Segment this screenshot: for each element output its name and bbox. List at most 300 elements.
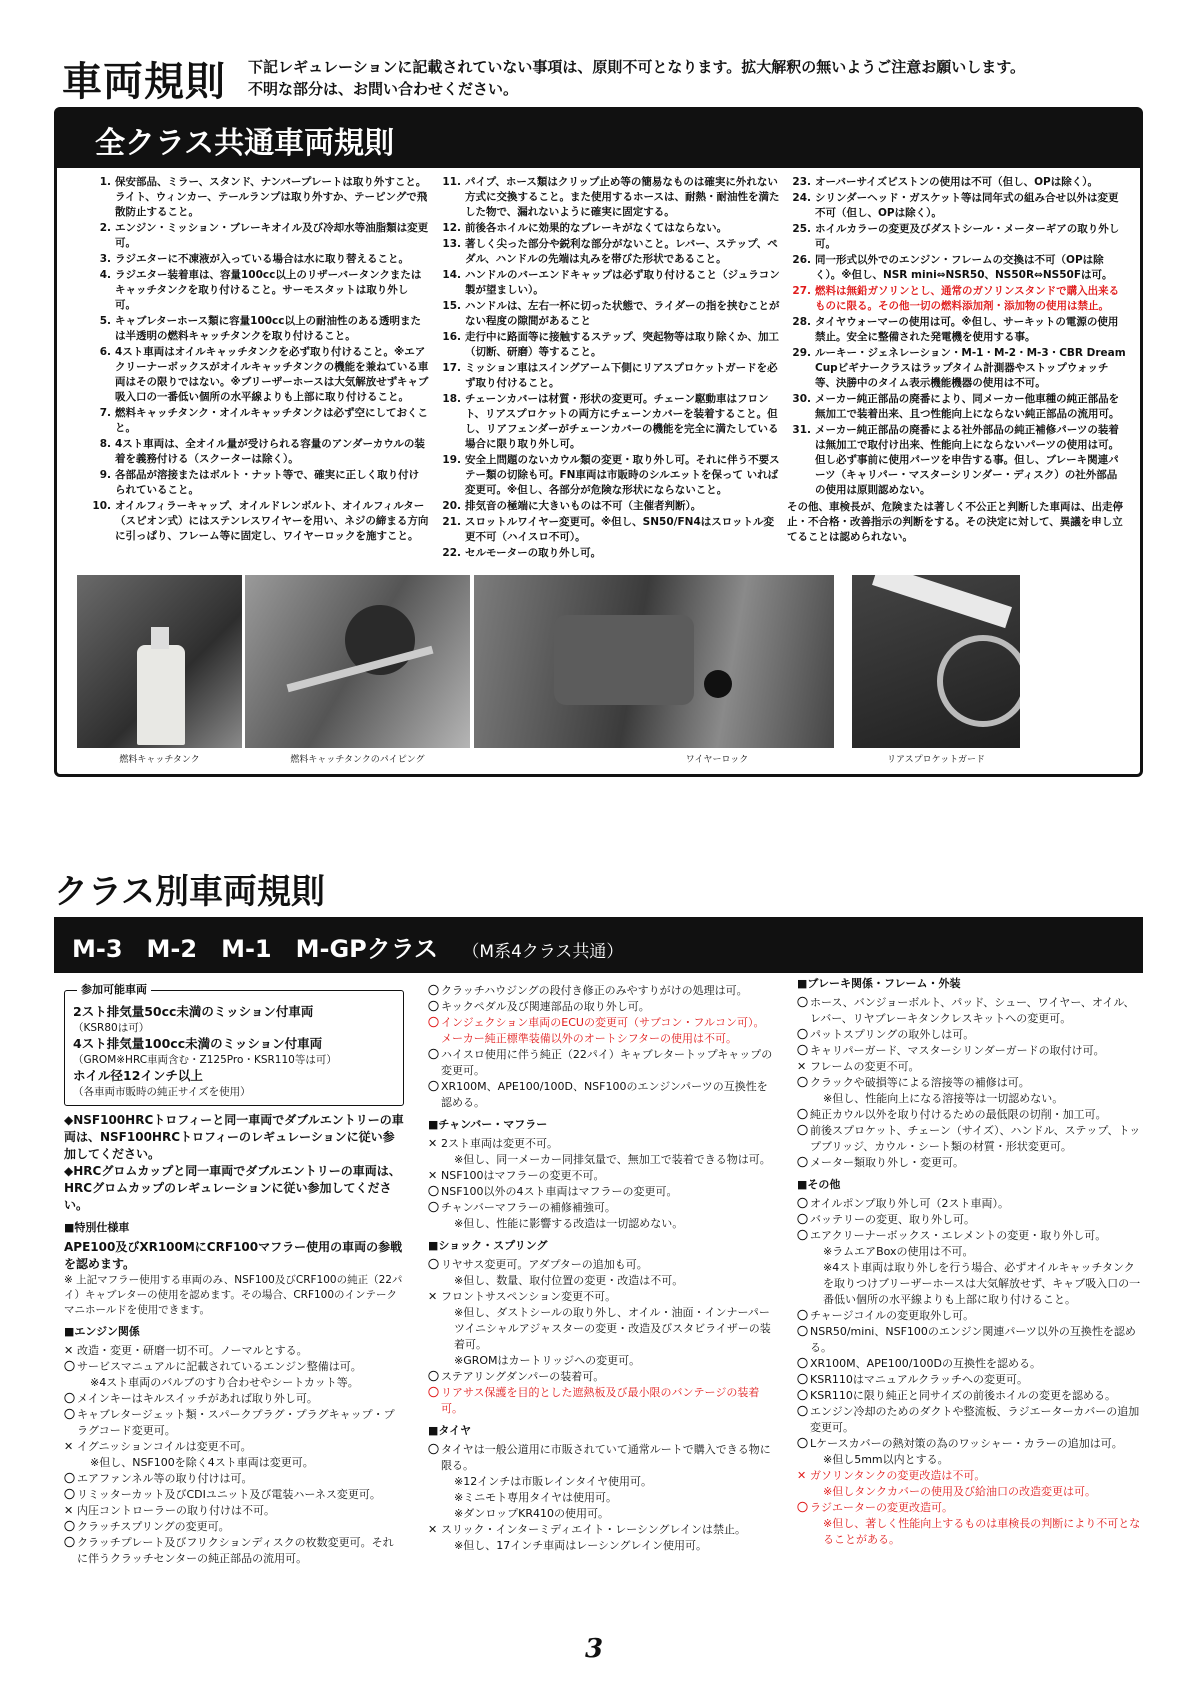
rule-item: [87, 252, 429, 267]
rule-item: [437, 392, 782, 452]
indent: [77, 1375, 90, 1391]
circle-mark-icon: 〇: [797, 1156, 808, 1169]
rule-text: メーカー純正部品の廃番による社外部品の純正補修パーツの装着は無加工で取付け出来、性能向上にならないパーツの使用は可。但し必ず事前に使用パーツを申告する事。但し、ブレーキ関連パーツ（キャリパー・マスターシリンダー・ディスク）の社外部品の使用は原則認めない。: [815, 424, 1120, 496]
eligible-vehicles-box: [64, 983, 404, 1106]
indent: [441, 1152, 454, 1168]
rule-text: 同一形式以外でのエンジン・フレームの交換は不可（OPは除く）。※但し、NSR mini⇔NSR50、NS50R⇔NS50Fは可。: [815, 254, 1113, 281]
circle-mark-icon: 〇: [64, 1360, 75, 1373]
circle-mark-icon: 〇: [797, 1389, 808, 1402]
circle-mark-icon: 〇: [797, 1325, 808, 1338]
rule-line-text: 純正カウル以外を取り付けるための最低限の切削・加工可。: [810, 1108, 1107, 1121]
photo-caption-4: リアスプロケットガード: [887, 755, 985, 765]
rule-line: [428, 1079, 773, 1111]
rule-text: 各部品が溶接またはボルト・ナット等で、確実に正しく取り付けられていること。: [115, 469, 420, 496]
rule-line-text: リアサス保護を目的とした遮熱板及び最小限のバンテージの装着可。: [441, 1386, 760, 1415]
cross-mark-icon: ✕: [797, 1469, 807, 1482]
rule-line-text: クラックや破損等による溶接等の補修は可。: [810, 1076, 1030, 1089]
indent: [441, 1506, 454, 1522]
rule-item: [787, 315, 1127, 345]
class-column-3: [797, 976, 1142, 1548]
circle-mark-icon: 〇: [64, 1392, 75, 1405]
rule-number: 12.: [442, 222, 461, 234]
rule-line-text: 前後スプロケット、チェーン（サイズ）、ハンドル、ステップ、トップブリッジ、カウル・シート類の材質・形状変更可。: [810, 1124, 1141, 1153]
special-bold: APE100及びXR100MにCRF100マフラー使用の車両の参戦を認めます。: [64, 1240, 403, 1271]
brake-heading: ■ブレーキ関係・フレーム・外装: [797, 977, 961, 990]
rule-line: [797, 1107, 1142, 1123]
rule-line: [64, 1519, 404, 1535]
common-rules-title: 全クラス共通車両規則: [95, 126, 395, 161]
rule-line-text: NSR50/mini、NSF100のエンジン関連パーツ以外の互換性を認める。: [810, 1325, 1136, 1354]
rule-item: [437, 361, 782, 391]
rule-line-text: バッテリーの変更、取り外し可。: [810, 1213, 975, 1226]
rule-number: 30.: [792, 393, 811, 405]
rule-line: [797, 1484, 1142, 1500]
rule-line-text: スリック・インターミディエイト・レーシングレインは禁止。: [441, 1523, 746, 1536]
rule-line: [428, 1047, 773, 1079]
rule-line-text: リヤサス変更可。アダプターの追加も可。: [441, 1258, 648, 1271]
rule-number: 14.: [442, 269, 461, 281]
rule-line-text: キャブレタージェット類・スパークプラグ・プラグキャップ・プラグコード変更可。: [77, 1408, 395, 1437]
rule-line-text: ※但し5mm以内とする。: [823, 1453, 949, 1466]
circle-mark-icon: 〇: [428, 1258, 439, 1271]
rule-text: 著しく尖った部分や鋭利な部分がないこと。レバー、ステップ、ペダル、ハンドルの先端は丸みを帯びた形状であること。: [465, 238, 778, 265]
rule-line-text: ガソリンタンクの変更改造は不可。: [810, 1469, 986, 1482]
eligible-line: 4スト排気量100cc未満のミッション付車両: [73, 1036, 323, 1051]
rule-number: 18.: [442, 393, 461, 405]
rule-line: [64, 1375, 404, 1391]
rule-line: [64, 1439, 404, 1455]
common-rules-box: [54, 107, 1143, 777]
eligible-line: ホイル径12インチ以上: [73, 1068, 203, 1083]
rule-line-text: 改造・変更・研磨一切不可。ノーマルとする。: [77, 1344, 308, 1357]
rule-item: [437, 175, 782, 220]
rule-line: [428, 1474, 773, 1490]
rule-line-text: クラッチスプリングの変更可。: [77, 1520, 230, 1533]
rule-line-text: メインキーはキルスイッチがあれば取り外し可。: [77, 1392, 318, 1405]
rule-line: [428, 1136, 773, 1152]
rule-line: [797, 1404, 1142, 1436]
rule-item: [87, 175, 429, 220]
rule-text: ハンドルのバーエンドキャップは必ず取り付けること（ジュラコン製が望ましい）。: [465, 269, 780, 296]
eligible-subline: （GROM※HRC車両含む・Z125Pro・KSR110等は可）: [73, 1054, 337, 1066]
double-entry-note: ◆HRCグロムカップと同一車両でダブルエントリーの車両は、HRCグロムカップのレギュレーションに従い参加してください。: [64, 1164, 401, 1212]
rule-item: [437, 221, 782, 236]
intro-line-1: 下記レギュレーションに記載されていない事項は、原則不可となります。拡大解釈の無いようご注意お願いします。: [248, 58, 1026, 76]
circle-mark-icon: 〇: [428, 1080, 439, 1093]
circle-mark-icon: 〇: [797, 1357, 808, 1370]
rule-line-text: ※但し、数量、取付位置の変更・改造は不可。: [454, 1274, 684, 1287]
rule-number: 11.: [442, 176, 461, 188]
rule-line: [428, 1184, 773, 1200]
circle-mark-icon: 〇: [428, 1201, 439, 1214]
circle-mark-icon: 〇: [64, 1472, 75, 1485]
rule-number: 29.: [792, 347, 811, 359]
circle-mark-icon: 〇: [797, 1501, 808, 1514]
rule-line: [797, 1091, 1142, 1107]
cross-mark-icon: ✕: [64, 1504, 74, 1517]
rule-line: [428, 1522, 773, 1538]
special-note: ※ 上記マフラー使用する車両のみ、NSF100及びCRF100の純正（22パイ）キャブレターの使用を認めます。その場合、CRF100のインテークマニホールドを使用できます。: [64, 1274, 403, 1316]
indent: [441, 1538, 454, 1554]
rule-line-text: KSR110はマニュアルクラッチへの変更可。: [810, 1373, 1028, 1386]
rule-text: 4スト車両は、全オイル量が受けられる容量のアンダーカウルの装着を義務付ける（スクーターは除く）。: [115, 438, 425, 465]
rule-text: エンジン・ミッション・ブレーキオイル及び冷却水等油脂類は変更可。: [115, 222, 429, 249]
circle-mark-icon: 〇: [797, 1405, 808, 1418]
photo-fuel-catch-tank-piping: [245, 575, 470, 748]
rule-text: スロットルワイヤー変更可。※但し、SN50/FN4はスロットル変更不可（ハイスロ不可）。: [465, 516, 775, 543]
circle-mark-icon: 〇: [428, 1000, 439, 1013]
indent: [810, 1244, 823, 1260]
rule-number: 15.: [442, 300, 461, 312]
rule-number: 9.: [99, 469, 111, 481]
indent: [810, 1260, 823, 1308]
rule-line-text: インジェクション車両のECUの変更可（サブコン・フルコン可）。メーカー純正標準装備以外のオートシフターの使用は不可。: [441, 1016, 765, 1045]
special-heading: ■特別仕様車: [64, 1221, 130, 1234]
rule-text: タイヤウォーマーの使用は可。※但し、サーキットの電源の使用禁止。安全に整備された発電機を使用する事。: [815, 316, 1119, 343]
rules-column-1: [87, 175, 429, 545]
rule-text: ハンドルは、左右一杯に切った状態で、ライダーの指を挟むことがない程度の隙間があること: [465, 300, 780, 327]
rule-text: メーカー純正部品の廃番により、同メーカー他車種の純正部品を無加工で装着出来、且つ性能向上にならない純正部品の流用可。: [815, 393, 1120, 420]
rule-line: [428, 1490, 773, 1506]
rule-line: [428, 1168, 773, 1184]
rule-number: 4.: [99, 269, 111, 281]
class-rules-title: クラス別車両規則: [54, 872, 325, 912]
circle-mark-icon: 〇: [428, 1386, 439, 1399]
rule-line: [797, 1324, 1142, 1356]
circle-mark-icon: 〇: [797, 1076, 808, 1089]
indent: [441, 1216, 454, 1232]
rule-line-text: ※但し、性能に影響する改造は一切認めない。: [454, 1217, 684, 1230]
rule-text: ホイルカラーの変更及びダストシール・メーターギアの取り外し可。: [815, 223, 1120, 250]
circle-mark-icon: 〇: [797, 996, 808, 1009]
rule-line: [797, 1260, 1142, 1308]
eligible-subline: （各車両市販時の純正サイズを使用）: [73, 1086, 251, 1098]
circle-mark-icon: 〇: [797, 1044, 808, 1057]
indent: [441, 1305, 454, 1353]
rule-text: キャブレターホース類に容量100cc以上の耐油性のある透明または半透明の燃料キャッチタンクを取り付けること。: [115, 315, 421, 342]
rule-line-text: ※12インチは市販レインタイヤ使用可。: [454, 1475, 653, 1488]
rule-number: 1.: [99, 176, 111, 188]
rule-line: [428, 1538, 773, 1554]
other-heading: ■その他: [797, 1178, 841, 1191]
rule-line-text: XR100M、APE100/100Dの互換性を認める。: [810, 1357, 1041, 1370]
rule-number: 7.: [99, 407, 111, 419]
rule-line-text: メーター類取り外し・変更可。: [810, 1156, 964, 1169]
rule-item: [437, 268, 782, 298]
photo-caption-1: 燃料キャッチタンク: [119, 755, 200, 765]
rule-text: 前後各ホイルに効果的なブレーキがなくてはならない。: [465, 222, 728, 234]
circle-mark-icon: 〇: [797, 1124, 808, 1137]
rule-item: [87, 221, 429, 251]
rule-line-text: NSF100以外の4スト車両はマフラーの変更可。: [441, 1185, 678, 1198]
rule-line-text: ※ミニモト専用タイヤは使用可。: [454, 1491, 617, 1504]
rule-line: [797, 1059, 1142, 1075]
rule-line-text: サービスマニュアルに記載されているエンジン整備は可。: [77, 1360, 362, 1373]
rule-text: 安全上問題のないカウル類の変更・取り外し可。それに伴う不要ステー類の切除も可。FN車両は市販時のシルエットを保って いれば変更可。※但し、各部分が危険な形状にならないこと。: [465, 454, 780, 496]
rule-line-text: ラジエーターの変更改造可。: [810, 1501, 953, 1514]
rule-item: [787, 284, 1127, 314]
rule-line: [797, 1244, 1142, 1260]
rule-item: [787, 423, 1127, 498]
rule-line: [797, 1228, 1142, 1244]
rule-line: [64, 1407, 404, 1439]
rule-text: チェーンカバーは材質・形状の変更可。チェーン駆動車はフロント、リアスプロケットの両方にチェーンカバーを装着すること。但し、リアフェンダーがチェーンカバーの機能を完全に満たしている場合に限り取り外し可。: [465, 393, 779, 450]
rule-text: 排気音の極端に大きいものは不可（主催者判断）。: [465, 500, 702, 512]
rule-line-text: タイヤは一般公道用に市販されていて通常ルートで購入できる物に限る。: [441, 1443, 771, 1472]
rule-number: 22.: [442, 547, 461, 559]
circle-mark-icon: 〇: [797, 1213, 808, 1226]
indent: [810, 1516, 823, 1548]
rule-line-text: ※ダンロップKR410の使用可。: [454, 1507, 609, 1520]
indent: [810, 1091, 823, 1107]
cross-mark-icon: ✕: [428, 1523, 438, 1536]
indent: [441, 1273, 454, 1289]
rule-line-text: Lケースカバーの熱対策の為のワッシャー・カラーの追加は可。: [810, 1437, 1123, 1450]
rule-text: オイルフィラーキャップ、オイルドレンボルト、オイルフィルター（スピオン式）にはステンレスワイヤーを用い、ネジの締まる方向に引っぱり、フレーム等に固定し、ワイヤーロックを施すこと。: [115, 500, 429, 542]
rule-line: [64, 1455, 404, 1471]
rule-line-text: ※但し、同一メーカー同排気量で、無加工で装着できる物は可。: [454, 1153, 771, 1166]
circle-mark-icon: 〇: [428, 1370, 439, 1383]
circle-mark-icon: 〇: [64, 1536, 75, 1549]
rule-line-text: ステアリングダンパーの装着可。: [441, 1370, 605, 1383]
cross-mark-icon: ✕: [428, 1290, 438, 1303]
rule-number: 17.: [442, 362, 461, 374]
rule-text: 燃料は無鉛ガソリンとし、通常のガソリンスタンドで購入出来るものに限る。その他一切の燃料添加剤・添加物の使用は禁止。: [815, 285, 1120, 312]
rule-line-text: エアファンネル等の取り付けは可。: [77, 1472, 253, 1485]
rule-item: [787, 191, 1127, 221]
rule-text: ミッション車はスイングアーム下側にリアスプロケットガードを必ず取り付けること。: [465, 362, 778, 389]
rule-line-text: ※但し、著しく性能向上するものは車検長の判断により不可となることがある。: [823, 1517, 1141, 1546]
rules-footer-note: その他、車検長が、危険または著しく不公正と判断した車両は、出走停止・不合格・改善指示の判断をする。その決定に対して、異議を申し立てることは認められない。: [787, 501, 1123, 543]
rule-line: [64, 1487, 404, 1503]
rule-line-text: ※4スト車両のバルブのすり合わせやシートカット等。: [90, 1376, 359, 1389]
rule-number: 2.: [99, 222, 111, 234]
tire-heading: ■タイヤ: [428, 1424, 472, 1437]
rule-line: [797, 1123, 1142, 1155]
rules-column-3: [787, 175, 1127, 545]
rule-line-text: キックペダル及び関連部品の取り外し可。: [441, 1000, 650, 1013]
rule-line-text: 内圧コントローラーの取り付けは不可。: [77, 1504, 275, 1517]
rule-number: 24.: [792, 192, 811, 204]
photo-caption-2: 燃料キャッチタンクのパイピング: [290, 755, 425, 765]
cross-mark-icon: ✕: [64, 1440, 74, 1453]
rule-item: [87, 268, 429, 313]
circle-mark-icon: 〇: [64, 1520, 75, 1533]
rule-line: [428, 1385, 773, 1417]
rule-number: 27.: [792, 285, 811, 297]
rule-number: 16.: [442, 331, 461, 343]
photo-caption-3: ワイヤーロック: [685, 755, 749, 765]
indent: [810, 1452, 823, 1468]
rule-item: [437, 237, 782, 267]
rule-line: [797, 1075, 1142, 1091]
circle-mark-icon: 〇: [797, 1229, 808, 1242]
rule-text: ラジエターに不凍液が入っている場合は水に取り替えること。: [115, 253, 409, 265]
rule-item: [437, 546, 782, 561]
class-column-2: [428, 983, 773, 1554]
cross-mark-icon: ✕: [428, 1169, 438, 1182]
eligible-subline: （KSR80は可）: [73, 1022, 150, 1034]
rule-line: [797, 1372, 1142, 1388]
rule-line: [428, 1289, 773, 1305]
indent: [810, 1484, 823, 1500]
indent: [441, 1353, 454, 1369]
rule-item: [787, 346, 1127, 391]
rule-number: 19.: [442, 454, 461, 466]
circle-mark-icon: 〇: [428, 1443, 439, 1456]
rule-line: [797, 1500, 1142, 1516]
rule-line: [428, 1506, 773, 1522]
rule-line-text: チャンバーマフラーの補修補強可。: [441, 1201, 616, 1214]
rule-line-text: ※但し、性能向上になる溶接等は一切認めない。: [823, 1092, 1064, 1105]
rule-text: パイプ、ホース類はクリップ止め等の簡易なものは確実に外れない方式に交換すること。また使用するホースは、耐熱・耐油性を満たした物で、漏れないように確実に固定する。: [465, 176, 780, 218]
rules-column-2: [437, 175, 782, 562]
rule-line-text: XR100M、APE100/100D、NSF100のエンジンパーツの互換性を認める。: [441, 1080, 768, 1109]
rule-item: [87, 314, 429, 344]
rule-text: セルモーターの取り外し可。: [465, 547, 602, 559]
rule-number: 6.: [99, 346, 111, 358]
engine-heading: ■エンジン関係: [64, 1325, 140, 1338]
rule-line: [428, 983, 773, 999]
rule-line: [428, 1369, 773, 1385]
rule-item: [787, 222, 1127, 252]
rule-number: 13.: [442, 238, 461, 250]
rule-item: [437, 499, 782, 514]
rule-line-text: エアクリーナーボックス・エレメントの変更・取り外し可。: [810, 1229, 1107, 1242]
rule-line: [428, 999, 773, 1015]
rule-number: 10.: [92, 500, 111, 512]
rule-line-text: イグニッションコイルは変更不可。: [77, 1440, 252, 1453]
rule-line: [428, 1216, 773, 1232]
rule-line-text: クラッチプレート及びフリクションディスクの枚数変更可。それに伴うクラッチセンターの純正部品の流用可。: [77, 1536, 394, 1565]
rule-line-text: ※但しタンクカバーの使用及び給油口の改造変更は可。: [823, 1485, 1096, 1498]
rule-item: [87, 499, 429, 544]
class-banner-title: M-3 M-2 M-1 M-GPクラス: [72, 935, 439, 963]
rule-item: [787, 253, 1127, 283]
rule-item: [87, 406, 429, 436]
rule-line-text: クラッチハウジングの段付き修正のみやすりがけの処理は可。: [441, 984, 748, 997]
rule-line: [797, 1436, 1142, 1452]
rule-line: [64, 1535, 404, 1567]
rule-line: [428, 1152, 773, 1168]
rule-text: 4スト車両はオイルキャッチタンクを必ず取り付けること。※エアクリーナーボックスがオイルキャッチタンクの機能を兼ねている車両はその限りではない。※ブリーザーホースは大気解放せずキャブ吸入口の一番低い個所の水平線よりも上部に取り付けること。: [115, 346, 429, 403]
rule-line: [797, 1027, 1142, 1043]
indent: [441, 1490, 454, 1506]
rule-line: [64, 1471, 404, 1487]
rule-line: [428, 1200, 773, 1216]
rule-item: [787, 392, 1127, 422]
rule-line-text: フロントサスペンション変更不可。: [441, 1290, 617, 1303]
rule-line: [797, 1356, 1142, 1372]
photo-fuel-catch-tank: [77, 575, 242, 748]
double-entry-note: ◆NSF100HRCトロフィーと同一車両でダブルエントリーの車両は、NSF100HRCトロフィーのレギュレーションに従い参加してください。: [64, 1113, 404, 1161]
circle-mark-icon: 〇: [797, 1197, 808, 1210]
common-rules-banner: [57, 110, 1140, 168]
class-column-1: [64, 983, 404, 1567]
cross-mark-icon: ✕: [797, 1060, 807, 1073]
class-banner-sub: （M系4クラス共通）: [462, 942, 624, 962]
rule-item: [87, 345, 429, 405]
rule-number: 20.: [442, 500, 461, 512]
rule-line-text: 2スト車両は変更不可。: [441, 1137, 558, 1150]
rule-number: 5.: [99, 315, 111, 327]
rule-line: [797, 995, 1142, 1027]
circle-mark-icon: 〇: [428, 1016, 439, 1029]
rule-line: [797, 1468, 1142, 1484]
rule-line: [797, 1196, 1142, 1212]
rule-line-text: ※4スト車両は取り外しを行う場合、必ずオイルキャッチタンクを取りつけブリーザーホースは大気解放せず、キャブ吸入口の一番低い個所の水平線よりも上部に取り付けること。: [823, 1261, 1141, 1306]
rule-text: 保安部品、ミラー、スタンド、ナンバープレートは取り外すこと。ライト、ウィンカー、テールランプは取り外すか、テーピングで飛散防止すること。: [115, 176, 428, 218]
rule-line: [797, 1043, 1142, 1059]
rule-number: 31.: [792, 424, 811, 436]
rule-number: 26.: [792, 254, 811, 266]
rule-text: ルーキー・ジェネレーション・M-1・M-2・M-3・CBR Dream Cupビギナークラスはラップタイム計測器やストップウォッチ等、決勝中のタイム表示機能機器の使用は不可。: [815, 347, 1126, 389]
rule-line-text: チャージコイルの変更取外し可。: [810, 1309, 975, 1322]
rule-item: [437, 515, 782, 545]
rule-text: ラジエター装着車は、容量100cc以上のリザーバータンクまたはキャッチタンクを取り付けること。サーモスタットは取り外し可。: [115, 269, 422, 311]
rule-text: オーバーサイズピストンの使用は不可（但し、OPは除く）。: [815, 176, 1099, 188]
cross-mark-icon: ✕: [428, 1137, 438, 1150]
page-number: 3: [585, 1634, 604, 1664]
rule-line: [428, 1273, 773, 1289]
rule-line: [797, 1308, 1142, 1324]
rule-line: [428, 1257, 773, 1273]
circle-mark-icon: 〇: [797, 1108, 808, 1121]
rule-item: [437, 330, 782, 360]
circle-mark-icon: 〇: [428, 1185, 439, 1198]
rule-text: シリンダーヘッド・ガスケット等は同年式の組み合せ以外は変更不可（但し、OPは除く）。: [815, 192, 1119, 219]
rule-line-text: パットスプリングの取外しは可。: [810, 1028, 975, 1041]
rule-line: [64, 1391, 404, 1407]
rule-item: [87, 468, 429, 498]
rule-item: [87, 437, 429, 467]
rule-number: 21.: [442, 516, 461, 528]
rule-item: [437, 453, 782, 498]
rule-number: 8.: [99, 438, 111, 450]
page-title: 車両規則: [62, 59, 226, 105]
rule-line: [64, 1359, 404, 1375]
circle-mark-icon: 〇: [64, 1488, 75, 1501]
rule-number: 23.: [792, 176, 811, 188]
rule-line-text: ※GROMはカートリッジへの変更可。: [454, 1354, 641, 1367]
indent: [77, 1455, 90, 1471]
muffler-heading: ■チャンバー・マフラー: [428, 1118, 548, 1131]
rule-line: [64, 1343, 404, 1359]
rule-number: 28.: [792, 316, 811, 328]
rule-line-text: オイルポンプ取り外し可（2スト車両）。: [810, 1197, 1009, 1210]
rule-text: 走行中に路面等に接触するステップ、突起物等は取り除くか、加工（切断、研磨）等すること。: [465, 331, 779, 358]
rule-line: [797, 1212, 1142, 1228]
rule-line-text: フレームの変更不可。: [810, 1060, 920, 1073]
rule-line: [428, 1015, 773, 1047]
circle-mark-icon: 〇: [64, 1408, 75, 1421]
rule-item: [787, 175, 1127, 190]
rule-line: [797, 1516, 1142, 1548]
rule-line-text: ホース、バンジョーボルト、パッド、シュー、ワイヤー、オイル、レバー、リヤブレーキタンクレスキットへの変更可。: [810, 996, 1135, 1025]
rule-text: 燃料キャッチタンク・オイルキャッチタンクは必ず空にしておくこと。: [115, 407, 429, 434]
shock-heading: ■ショック・スプリング: [428, 1239, 548, 1252]
rule-line-text: KSR110に限り純正と同サイズの前後ホイルの変更を認める。: [810, 1389, 1116, 1402]
rule-line-text: NSF100はマフラーの変更不可。: [441, 1169, 605, 1182]
circle-mark-icon: 〇: [797, 1373, 808, 1386]
photo-rear-sprocket-guard: [852, 575, 1020, 748]
rule-line-text: ※但し、NSF100を除く4スト車両は変更可。: [90, 1456, 314, 1469]
class-rules-banner: [54, 917, 1143, 973]
rule-line: [428, 1305, 773, 1353]
rule-line: [64, 1503, 404, 1519]
rule-line-text: ※但し、17インチ車両はレーシングレイン使用可。: [454, 1539, 707, 1552]
rule-line-text: リミッターカット及びCDIユニット及び電装ハーネス変更可。: [77, 1488, 381, 1501]
